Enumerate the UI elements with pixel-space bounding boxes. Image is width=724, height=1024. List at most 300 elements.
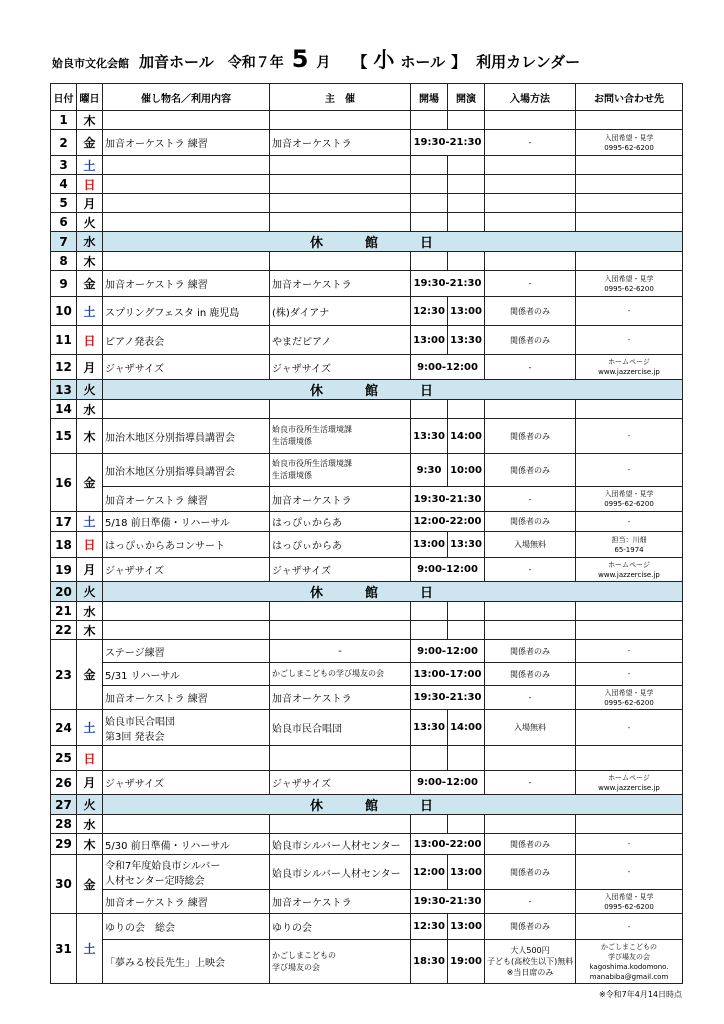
date-cell: 2 [51,130,77,156]
contact-line: 入団希望・見学 [604,892,654,901]
title-calendar: 利用カレンダー [476,53,581,71]
table-row [51,111,683,130]
table-row [51,252,683,271]
table-row [51,686,683,710]
contact-cell [576,175,683,194]
date-cell: 24 [51,710,77,746]
event-line: 姶良市民合唱団 [105,716,175,728]
entry-line: 子ども(高校生以下)無料 [487,957,574,966]
event-cell: 加音オーケストラ 練習 [103,890,270,914]
host-cell: はっぴぃからあ [270,532,411,558]
title-era: 令和７年 [227,55,284,71]
open-time-cell [411,175,448,194]
contact-cell [576,815,683,834]
contact-cell [576,326,683,355]
event-cell: 加音オーケストラ 練習 [103,487,270,512]
date-cell: 1 [51,111,77,130]
contact-line: - [627,922,631,931]
weekday-cell: 木 [77,621,103,640]
contact-line: 0995-62-6200 [604,698,654,707]
host-cell: (株)ダイアナ [270,297,411,326]
contact-cell [576,914,683,940]
entry-method-cell [485,815,576,834]
weekday-cell: 火 [77,213,103,232]
entry-line: 大人500円 [510,946,550,955]
event-line: 人材センター定時総会 [105,876,205,887]
event-cell [103,194,270,213]
table-row [51,213,683,232]
open-time-cell [411,156,448,175]
host-cell: ジャザサイズ [270,355,411,380]
start-time-cell [448,746,485,771]
host-cell: - [270,640,411,663]
time-range-cell: 13:00-17:00 [411,663,485,686]
date-cell: 17 [51,512,77,532]
date-cell: 21 [51,602,77,621]
entry-method-cell [485,175,576,194]
entry-method-cell: - [485,686,576,710]
table-row [51,834,683,855]
entry-method-cell: 関係者のみ [485,855,576,890]
host-cell [270,175,411,194]
start-time-cell [448,252,485,271]
contact-cell [576,602,683,621]
contact-line: - [627,432,631,440]
weekday-cell: 土 [77,156,103,175]
contact-line: 入団希望・見学 [604,133,654,142]
open-time-cell: 13:00 [411,532,448,558]
contact-line: かごしまこどもの [601,942,657,951]
contact-cell [576,111,683,130]
contact-cell [576,890,683,914]
title-org: 姶良市文化会館 [52,57,129,70]
date-cell: 23 [51,640,77,710]
start-time-cell [448,400,485,419]
start-time-cell [448,213,485,232]
host-cell [270,940,411,984]
event-cell: ステージ練習 [103,640,270,663]
date-cell: 13 [51,380,77,400]
date-cell: 29 [51,834,77,855]
contact-cell [576,213,683,232]
weekday-cell: 木 [77,419,103,454]
host-cell: やまだピアノ [270,326,411,355]
weekday-cell: 日 [77,175,103,194]
contact-cell [576,663,683,686]
title-hall-name: ホール [400,53,446,71]
entry-method-cell: - [485,130,576,156]
event-cell: ゆりの会 総会 [103,914,270,940]
start-time-cell: 13:00 [448,914,485,940]
date-cell: 7 [51,232,77,252]
host-cell [270,194,411,213]
event-cell [103,111,270,130]
date-cell: 6 [51,213,77,232]
entry-method-cell [485,252,576,271]
table-row [51,130,683,156]
contact-cell [576,640,683,663]
host-cell [270,156,411,175]
contact-line: 65-1974 [614,545,644,554]
date-cell: 19 [51,558,77,582]
footnote: ※令和7年4月14日時点 [598,990,682,999]
header-contact: お問い合わせ先 [576,84,683,111]
contact-line: - [627,868,631,876]
contact-line: 0995-62-6200 [604,500,654,508]
table-row [51,175,683,194]
event-cell: ジャザサイズ [103,558,270,582]
table-row [51,558,683,582]
closed-row [51,795,683,815]
entry-method-cell: 関係者のみ [485,297,576,326]
closed-label: 休館日 [103,232,683,252]
contact-line: www.jazzercise.jp [598,783,660,792]
date-cell: 10 [51,297,77,326]
contact-line: - [627,336,631,344]
header-weekday: 曜日 [77,84,103,111]
table-row [51,746,683,771]
weekday-cell: 日 [77,532,103,558]
contact-line: 0995-62-6200 [604,143,654,152]
weekday-cell: 金 [77,454,103,512]
event-cell: はっぴぃからあコンサート [103,532,270,558]
table-row [51,710,683,746]
start-time-cell: 10:00 [448,454,485,487]
event-cell: 「夢みる校長先生」上映会 [103,940,270,984]
header-host: 主 催 [270,84,411,111]
table-row [51,663,683,686]
host-cell [270,602,411,621]
entry-method-cell: 入場無料 [485,710,576,746]
open-time-cell: 13:30 [411,419,448,454]
entry-method-cell: 関係者のみ [485,640,576,663]
time-range-cell: 19:30-21:30 [411,487,485,512]
start-time-cell [448,111,485,130]
contact-line: 入団希望・見学 [604,688,654,697]
date-cell: 31 [51,914,77,984]
entry-method-cell: 関係者のみ [485,419,576,454]
open-time-cell: 13:00 [411,326,448,355]
weekday-cell: 金 [77,271,103,297]
start-time-cell [448,621,485,640]
entry-method-cell: 関係者のみ [485,914,576,940]
contact-line: - [627,840,631,848]
host-line: かごしまこどもの [272,950,336,960]
contact-cell [576,419,683,454]
open-time-cell: 12:30 [411,914,448,940]
table-row [51,855,683,890]
table-row [51,532,683,558]
time-range-cell: 19:30-21:30 [411,130,485,156]
date-cell: 22 [51,621,77,640]
time-range-cell: 12:00-22:00 [411,512,485,532]
date-cell: 4 [51,175,77,194]
contact-cell [576,855,683,890]
contact-line: www.jazzercise.jp [598,570,660,579]
host-cell [270,746,411,771]
date-cell: 14 [51,400,77,419]
event-cell [103,156,270,175]
event-cell [103,855,270,890]
table-row [51,621,683,640]
open-time-cell [411,746,448,771]
contact-line: - [627,723,631,732]
date-cell: 8 [51,252,77,271]
contact-cell [576,355,683,380]
entry-method-cell: - [485,890,576,914]
host-cell [270,454,411,487]
event-cell [103,252,270,271]
contact-cell [576,400,683,419]
weekday-cell: 土 [77,512,103,532]
closed-row [51,380,683,400]
host-cell [270,400,411,419]
contact-cell [576,297,683,326]
event-cell: ピアノ発表会 [103,326,270,355]
date-cell: 25 [51,746,77,771]
contact-line: kagoshima.kodomono. [589,962,669,971]
weekday-cell: 日 [77,746,103,771]
event-cell [103,815,270,834]
time-range-cell: 19:30-21:30 [411,890,485,914]
event-line: 第3回 発表会 [105,731,165,743]
time-range-cell: 9:00-12:00 [411,558,485,582]
date-cell: 26 [51,771,77,795]
entry-method-cell: - [485,487,576,512]
contact-line: 担当：川畑 [611,535,647,544]
event-cell: ジャザサイズ [103,771,270,795]
host-cell: ジャザサイズ [270,771,411,795]
table-row [51,640,683,663]
event-cell: 5/31 リハーサル [103,663,270,686]
entry-method-cell [485,194,576,213]
host-cell [270,621,411,640]
host-line: 姶良市役所生活環境課 [272,425,352,434]
date-cell: 28 [51,815,77,834]
event-cell: 5/18 前日準備・リハーサル [103,512,270,532]
open-time-cell: 12:00 [411,855,448,890]
contact-line: 入団希望・見学 [604,274,654,283]
event-cell [103,710,270,746]
event-cell: スプリングフェスタ in 鹿児島 [103,297,270,326]
host-cell: 加音オーケストラ [270,890,411,914]
event-cell [103,175,270,194]
contact-line: - [627,307,631,315]
weekday-cell: 月 [77,558,103,582]
host-cell [270,815,411,834]
weekday-cell: 火 [77,582,103,602]
table-row [51,271,683,297]
weekday-cell: 金 [77,640,103,710]
header-event: 催し物名／利用内容 [103,84,270,111]
event-cell [103,602,270,621]
contact-line: 0995-62-6200 [604,284,654,293]
date-cell: 11 [51,326,77,355]
entry-line: ※当日席のみ [506,968,554,977]
date-cell: 18 [51,532,77,558]
start-time-cell: 14:00 [448,419,485,454]
entry-method-cell [485,213,576,232]
contact-cell [576,686,683,710]
contact-line: www.jazzercise.jp [598,368,660,376]
event-cell: 加治木地区分別指導員講習会 [103,419,270,454]
header-start: 開演 [448,84,485,111]
host-cell: 姶良市シルバー人材センター [270,855,411,890]
contact-cell [576,746,683,771]
closed-row [51,232,683,252]
event-cell [103,746,270,771]
weekday-cell: 木 [77,834,103,855]
weekday-cell: 月 [77,771,103,795]
open-time-cell [411,194,448,213]
contact-cell [576,454,683,487]
contact-cell [576,710,683,746]
table-row [51,512,683,532]
entry-method-cell: 関係者のみ [485,512,576,532]
contact-cell [576,771,683,795]
entry-method-cell [485,111,576,130]
open-time-cell [411,111,448,130]
weekday-cell: 火 [77,380,103,400]
date-cell: 20 [51,582,77,602]
table-row [51,400,683,419]
entry-method-cell [485,156,576,175]
contact-line: manabiba@gmail.com [589,972,669,981]
host-cell: 姶良市シルバー人材センター [270,834,411,855]
header-date: 日付 [51,84,77,111]
contact-line: ホームページ [608,560,650,569]
weekday-cell: 火 [77,795,103,815]
weekday-cell: 土 [77,914,103,984]
date-cell: 9 [51,271,77,297]
date-cell: 12 [51,355,77,380]
open-time-cell: 9:30 [411,454,448,487]
title-month: 5 [291,45,309,73]
time-range-cell: 9:00-12:00 [411,355,485,380]
host-line: 姶良市役所生活環境課 [272,459,352,468]
table-row [51,940,683,984]
event-cell: ジャザサイズ [103,355,270,380]
event-line: 令和7年度姶良市シルバー [105,861,221,872]
event-cell: 加治木地区分別指導員講習会 [103,454,270,487]
contact-line: ホームページ [608,773,650,782]
date-cell: 15 [51,419,77,454]
host-cell [270,252,411,271]
contact-cell [576,252,683,271]
entry-method-cell [485,746,576,771]
table-row [51,156,683,175]
entry-method-cell: - [485,355,576,380]
date-cell: 5 [51,194,77,213]
entry-method-cell [485,940,576,984]
contact-line: ホームページ [608,358,650,366]
host-cell: はっぴぃからあ [270,512,411,532]
table-row [51,194,683,213]
contact-cell [576,532,683,558]
event-cell: 加音オーケストラ 練習 [103,686,270,710]
entry-method-cell: - [485,271,576,297]
start-time-cell: 19:00 [448,940,485,984]
host-cell [270,213,411,232]
date-cell: 27 [51,795,77,815]
event-cell [103,400,270,419]
table-row [51,454,683,487]
open-time-cell [411,252,448,271]
entry-method-cell [485,621,576,640]
weekday-cell: 水 [77,602,103,621]
closed-label: 休館日 [103,380,683,400]
table-row [51,419,683,454]
title-small: 小 [373,48,395,72]
start-time-cell: 13:00 [448,855,485,890]
date-cell: 3 [51,156,77,175]
contact-cell [576,487,683,512]
host-cell: 加音オーケストラ [270,130,411,156]
start-time-cell: 14:00 [448,710,485,746]
contact-cell [576,156,683,175]
closed-label: 休館日 [103,795,683,815]
time-range-cell: 13:00-22:00 [411,834,485,855]
title-month-suffix: 月 [316,55,331,71]
event-cell: 5/30 前日準備・リハーサル [103,834,270,855]
open-time-cell: 18:30 [411,940,448,984]
open-time-cell [411,213,448,232]
open-time-cell [411,621,448,640]
contact-line: 0995-62-6200 [604,902,654,911]
open-time-cell [411,602,448,621]
contact-line: - [627,466,631,474]
open-time-cell [411,815,448,834]
host-cell: かごしまこどもの学び場友の会 [270,663,411,686]
host-line: 生活環境係 [272,471,312,480]
date-cell: 16 [51,454,77,512]
entry-method-cell: 関係者のみ [485,663,576,686]
calendar-body [51,111,683,984]
entry-method-cell: - [485,558,576,582]
header-row [51,84,683,111]
weekday-cell: 月 [77,355,103,380]
contact-line: 学び場友の会 [608,952,650,961]
table-row [51,602,683,621]
entry-method-cell [485,602,576,621]
weekday-cell: 金 [77,130,103,156]
entry-method-cell: 関係者のみ [485,834,576,855]
contact-line: - [627,517,631,526]
entry-method-cell: - [485,771,576,795]
table-row [51,890,683,914]
weekday-cell: 土 [77,710,103,746]
header-open: 開場 [411,84,448,111]
usage-calendar-table [50,83,683,984]
contact-line: 入団希望・見学 [604,490,654,498]
open-time-cell [411,400,448,419]
start-time-cell: 13:30 [448,532,485,558]
start-time-cell [448,175,485,194]
host-cell [270,111,411,130]
closed-label: 休館日 [103,582,683,602]
host-cell: 加音オーケストラ [270,686,411,710]
table-row [51,815,683,834]
start-time-cell: 13:30 [448,326,485,355]
host-line: 生活環境係 [272,437,312,446]
event-cell [103,213,270,232]
start-time-cell [448,194,485,213]
contact-cell [576,940,683,984]
host-cell [270,419,411,454]
start-time-cell [448,156,485,175]
weekday-cell: 木 [77,111,103,130]
contact-cell [576,834,683,855]
